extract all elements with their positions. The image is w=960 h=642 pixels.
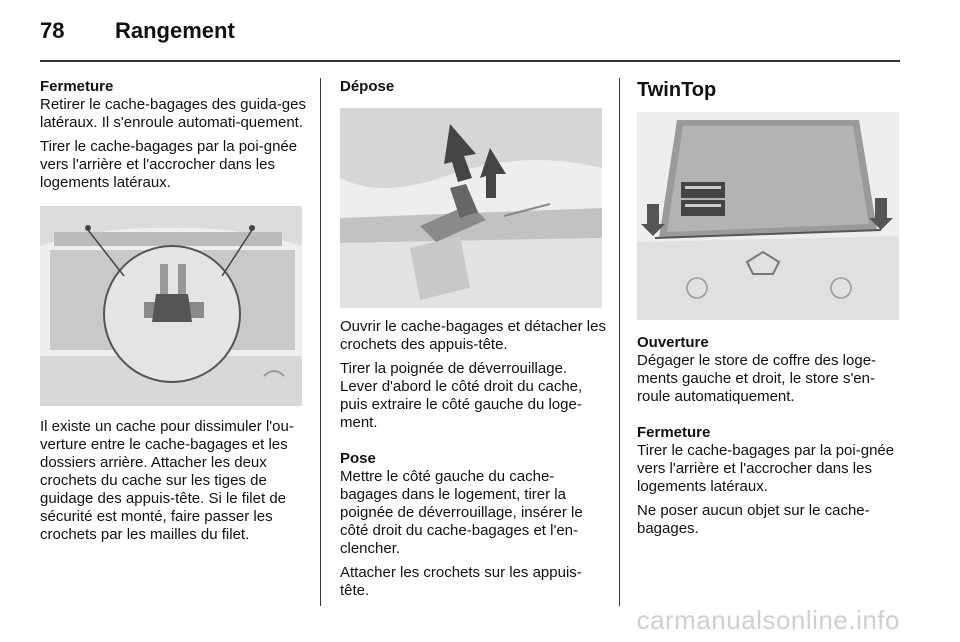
section-heading-pose: Pose [340,450,376,467]
section-heading-fermeture: Fermeture [40,78,114,95]
paragraph: Mettre le côté gauche du cache-bagages dans le logement, tirer la poignée de déverrouillage, insérer le côté droit du cache-bagages et l'en-clencher. [340,468,583,557]
figure-removal-arrows [340,108,602,308]
paragraph: Tirer le cache-bagages par la poi-gnée vers l'arrière et l'accrocher dans les logements latéraux. [40,138,298,191]
figure-cover-hooks [40,206,302,406]
paragraph: Tirer la poignée de déverrouillage. Lever d'abord le côté droit du cache, puis extraire le côté gauche du loge-ment. [340,360,583,431]
column-divider-2 [619,78,620,606]
paragraph: Retirer le cache-bagages des guida-ges latéraux. Il s'enroule automati-quement. [40,96,306,131]
paragraph: Il existe un cache pour dissimuler l'ou-verture entre le cache-bagages et les dossiers arrière. Attacher les deux crochets du cache sur les tiges de guidage des appuis-tête. Si le filet de sécurité est monté, faire passer les crochets par les mailles du filet. [40,418,294,543]
paragraph: Ne poser aucun objet sur le cache-bagages. [637,502,870,537]
section-heading-fermeture-twintop: Fermeture [637,424,711,441]
paragraph: Dégager le store de coffre des loge-ments gauche et droit, le store s'en-roule automatiquement. [637,352,877,405]
column-1 [40,78,308,550]
column-3 [637,78,903,544]
section-heading-ouverture: Ouverture [637,334,709,351]
page-title: Rangement [115,18,235,43]
column-divider-1 [320,78,321,606]
watermark: carmanualsonline.info [636,605,900,635]
column-2 [340,78,608,606]
paragraph: Attacher les crochets sur les appuis-tête. [340,564,582,599]
paragraph: Tirer le cache-bagages par la poi-gnée vers l'arrière et l'accrocher dans les logements latéraux. [637,442,895,495]
section-heading-depose: Dépose [340,78,395,95]
paragraph: Ouvrir le cache-bagages et détacher les crochets des appuis-tête. [340,318,606,353]
section-title-twintop: TwinTop [637,79,717,101]
figure-twintop-trunk [637,112,899,320]
page-number: 78 [40,18,65,43]
header-rule [40,60,900,62]
